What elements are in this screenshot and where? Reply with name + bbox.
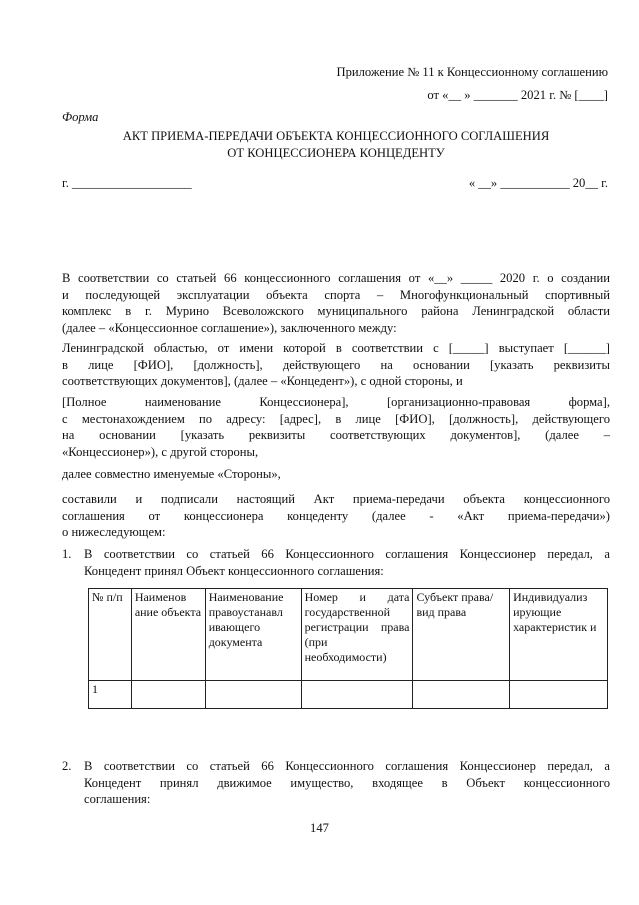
party1-line: в лице [ФИО], [должность], действующего на основании [указать реквизиты [62, 357, 610, 372]
party2-line: «Концессионер»), с другой стороны, [62, 444, 259, 459]
annex-date-line: от «__ » _______ 2021 г. № [____] [427, 88, 608, 102]
table-cell: 1 [89, 681, 132, 709]
item2-number: 2. [62, 759, 72, 773]
table-header-cell: Номер и дата государственной регистрации права (при необходимости) [301, 589, 413, 681]
item1-line: Концедент принял Объект концессионного соглашения: [84, 563, 384, 578]
object-transfer-table [88, 588, 608, 709]
intro-line: комплекс в г. Мурино Всеволожского муниципального района Ленинградской области [62, 304, 610, 319]
item2-paragraph [84, 758, 610, 808]
table-cell [301, 681, 413, 709]
item2-line: Концедент принял движимое имущество, входящее в Объект концессионного [84, 775, 610, 790]
item1-paragraph [84, 546, 610, 579]
date-field: « __» ___________ 20__ г. [468, 176, 608, 190]
intro-paragraph [62, 270, 610, 336]
party2-paragraph [62, 394, 610, 460]
composed-line: соглашения от концессионера концеденту (далее - «Акт приема-передачи») [62, 508, 610, 523]
party1-line: Ленинградской областью, от имени которой в соответствии с [_____] выступает [______] [62, 341, 610, 355]
page-number: 147 [310, 821, 329, 835]
table-header-cell: Индивидуализ ирующие характеристик и [510, 589, 608, 681]
together-line: далее совместно именуемые «Стороны», [62, 467, 281, 481]
place-field: г. ___________________ [62, 176, 192, 190]
composed-paragraph [62, 491, 610, 541]
table-row [89, 681, 608, 709]
item2-line: В соответствии со статьей 66 Концессионного соглашения Концессионер передал, а [84, 759, 610, 773]
party1-line: соответствующих документов], (далее – «Концедент»), с одной стороны, и [62, 374, 463, 389]
composed-line: составили и подписали настоящий Акт приема-передачи объекта концессионного [62, 492, 610, 506]
item2-line: соглашения: [84, 792, 151, 807]
composed-line: о нижеследующем: [62, 525, 166, 540]
party2-line: на основании [указать реквизиты соответствующих документов], (далее – [62, 428, 610, 443]
intro-line: (далее – «Концессионное соглашение»), заключенного между: [62, 320, 397, 335]
form-label: Форма [62, 110, 99, 124]
table-header-cell: Субъект права/ вид права [413, 589, 510, 681]
party1-paragraph [62, 340, 610, 390]
intro-line: В соответствии со статьей 66 концессионного соглашения от «__» _____ 2020 г. о создании [62, 271, 610, 285]
document-title-line2: ОТ КОНЦЕССИОНЕРА КОНЦЕДЕНТУ [227, 146, 445, 160]
intro-line: и последующей эксплуатации объекта спорта – Многофункциональный спортивный [62, 287, 610, 302]
table-header-cell: Наименование правоустанавл ивающего документа [205, 589, 301, 681]
table-cell [510, 681, 608, 709]
party2-line: с местонахождением по адресу: [адрес], в лице [ФИО], [должность], действующего [62, 411, 610, 426]
table-header-cell: Наименов ание объекта [131, 589, 205, 681]
party2-line: [Полное наименование Концессионера], [организационно-правовая форма], [62, 395, 610, 409]
annex-reference: Приложение № 11 к Концессионному соглашению [336, 65, 608, 79]
document-title-line1: АКТ ПРИЕМА-ПЕРЕДАЧИ ОБЪЕКТА КОНЦЕССИОННОГО СОГЛАШЕНИЯ [122, 129, 550, 143]
table-cell [205, 681, 301, 709]
table-header-row [89, 589, 608, 681]
table-cell [413, 681, 510, 709]
table-header-cell: № п/п [89, 589, 132, 681]
table-cell [131, 681, 205, 709]
item1-number: 1. [62, 547, 72, 561]
item1-line: В соответствии со статьей 66 Концессионного соглашения Концессионер передал, а [84, 547, 610, 561]
